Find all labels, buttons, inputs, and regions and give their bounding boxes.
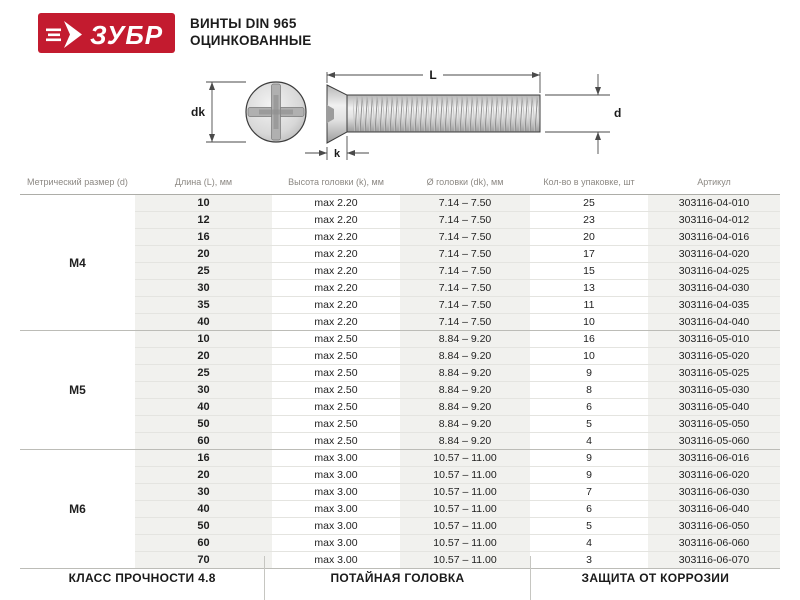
- pack-qty-cell: 3: [530, 552, 648, 569]
- dim-shaft-diameter: [545, 74, 610, 154]
- length-cell: 50: [135, 518, 272, 535]
- length-cell: 20: [135, 467, 272, 484]
- length-cell: 40: [135, 399, 272, 416]
- length-cell: 60: [135, 535, 272, 552]
- article-cell: 303116-06-070: [648, 552, 780, 569]
- head-diameter-cell: 7.14 – 7.50: [400, 314, 530, 331]
- length-cell: 20: [135, 348, 272, 365]
- pack-qty-cell: 10: [530, 314, 648, 331]
- head-height-cell: max 2.20: [272, 212, 400, 229]
- length-cell: 25: [135, 263, 272, 280]
- article-cell: 303116-05-020: [648, 348, 780, 365]
- head-diameter-cell: 8.84 – 9.20: [400, 399, 530, 416]
- dim-label-k: k: [333, 148, 341, 160]
- pack-qty-cell: 23: [530, 212, 648, 229]
- head-diameter-cell: 8.84 – 9.20: [400, 382, 530, 399]
- pack-qty-cell: 15: [530, 263, 648, 280]
- head-diameter-cell: 10.57 – 11.00: [400, 484, 530, 501]
- article-cell: 303116-04-035: [648, 297, 780, 314]
- head-height-cell: max 2.20: [272, 263, 400, 280]
- pack-qty-cell: 13: [530, 280, 648, 297]
- head-height-cell: max 3.00: [272, 535, 400, 552]
- feature-head-type: ПОТАЙНАЯ ГОЛОВКА: [264, 556, 529, 600]
- head-height-cell: max 2.20: [272, 246, 400, 263]
- article-cell: 303116-06-020: [648, 467, 780, 484]
- pack-qty-cell: 9: [530, 450, 648, 467]
- head-height-cell: max 2.50: [272, 433, 400, 450]
- article-cell: 303116-06-016: [648, 450, 780, 467]
- head-height-cell: max 3.00: [272, 467, 400, 484]
- head-top-view: [246, 82, 306, 142]
- pack-qty-cell: 6: [530, 501, 648, 518]
- head-height-cell: max 3.00: [272, 501, 400, 518]
- doc-title-block: [190, 15, 312, 49]
- pack-qty-cell: 17: [530, 246, 648, 263]
- dim-label-L: L: [429, 68, 437, 82]
- article-cell: 303116-05-030: [648, 382, 780, 399]
- screw-diagram: [185, 64, 625, 166]
- pack-qty-cell: 7: [530, 484, 648, 501]
- logo-text: ЗУБР: [90, 20, 164, 50]
- length-cell: 16: [135, 450, 272, 467]
- head-diameter-cell: 7.14 – 7.50: [400, 246, 530, 263]
- feature-corrosion: ЗАЩИТА ОТ КОРРОЗИИ: [530, 556, 780, 600]
- article-cell: 303116-05-060: [648, 433, 780, 450]
- head-height-cell: max 2.50: [272, 331, 400, 348]
- spec-table-container: [20, 170, 780, 569]
- length-cell: 30: [135, 382, 272, 399]
- pack-qty-cell: 10: [530, 348, 648, 365]
- metric-size-cell: M4: [20, 195, 135, 331]
- head-height-cell: max 3.00: [272, 518, 400, 535]
- head-height-cell: max 2.20: [272, 280, 400, 297]
- length-cell: 35: [135, 297, 272, 314]
- head-diameter-cell: 10.57 – 11.00: [400, 467, 530, 484]
- head-height-cell: max 2.50: [272, 365, 400, 382]
- length-cell: 25: [135, 365, 272, 382]
- thread-texture: [353, 96, 539, 131]
- column-header-length: Длина (L), мм: [135, 170, 272, 195]
- head-height-cell: max 2.20: [272, 229, 400, 246]
- pack-qty-cell: 9: [530, 365, 648, 382]
- table-header-row: [20, 170, 780, 195]
- article-cell: 303116-04-012: [648, 212, 780, 229]
- pack-qty-cell: 16: [530, 331, 648, 348]
- dim-label-d: d: [614, 106, 622, 120]
- article-cell: 303116-04-016: [648, 229, 780, 246]
- column-header-article: Артикул: [648, 170, 780, 195]
- head-diameter-cell: 10.57 – 11.00: [400, 518, 530, 535]
- pack-qty-cell: 25: [530, 195, 648, 212]
- head-height-cell: max 2.20: [272, 314, 400, 331]
- pack-qty-cell: 11: [530, 297, 648, 314]
- pack-qty-cell: 4: [530, 535, 648, 552]
- head-height-cell: max 2.50: [272, 382, 400, 399]
- head-diameter-cell: 10.57 – 11.00: [400, 450, 530, 467]
- metric-size-cell: M5: [20, 331, 135, 450]
- length-cell: 10: [135, 331, 272, 348]
- head-height-cell: max 2.50: [272, 399, 400, 416]
- head-height-cell: max 2.50: [272, 348, 400, 365]
- pack-qty-cell: 5: [530, 416, 648, 433]
- length-cell: 40: [135, 314, 272, 331]
- article-cell: 303116-04-020: [648, 246, 780, 263]
- head-height-cell: max 3.00: [272, 450, 400, 467]
- table-row: [20, 331, 780, 348]
- metric-size-cell: M6: [20, 450, 135, 569]
- head-diameter-cell: 8.84 – 9.20: [400, 365, 530, 382]
- zubr-logo: [38, 13, 175, 53]
- article-cell: 303116-04-040: [648, 314, 780, 331]
- article-cell: 303116-05-025: [648, 365, 780, 382]
- article-cell: 303116-04-010: [648, 195, 780, 212]
- spec-table-body: [20, 195, 780, 569]
- doc-title: ВИНТЫ DIN 965: [190, 16, 297, 31]
- head-diameter-cell: 7.14 – 7.50: [400, 263, 530, 280]
- head-diameter-cell: 8.84 – 9.20: [400, 433, 530, 450]
- column-header-metric-size: Метрический размер (d): [20, 170, 135, 195]
- length-cell: 40: [135, 501, 272, 518]
- column-header-head-height: Высота головки (k), мм: [272, 170, 400, 195]
- article-cell: 303116-06-060: [648, 535, 780, 552]
- head-diameter-cell: 7.14 – 7.50: [400, 229, 530, 246]
- head-diameter-cell: 8.84 – 9.20: [400, 416, 530, 433]
- screw-diagram-svg: [185, 64, 625, 166]
- table-row: [20, 450, 780, 467]
- head-height-cell: max 2.50: [272, 416, 400, 433]
- head-diameter-cell: 10.57 – 11.00: [400, 552, 530, 569]
- head-height-cell: max 2.20: [272, 297, 400, 314]
- length-cell: 70: [135, 552, 272, 569]
- doc-subtitle: ОЦИНКОВАННЫЕ: [190, 33, 312, 48]
- length-cell: 20: [135, 246, 272, 263]
- zubr-logo-svg: [38, 13, 175, 53]
- screw-side-view: [327, 85, 540, 143]
- article-cell: 303116-04-030: [648, 280, 780, 297]
- dim-label-dk: dk: [191, 105, 206, 119]
- article-cell: 303116-05-040: [648, 399, 780, 416]
- head-height-cell: max 3.00: [272, 552, 400, 569]
- head-diameter-cell: 8.84 – 9.20: [400, 331, 530, 348]
- article-cell: 303116-06-030: [648, 484, 780, 501]
- length-cell: 30: [135, 484, 272, 501]
- dim-head-diameter: [206, 82, 246, 142]
- article-cell: 303116-05-050: [648, 416, 780, 433]
- head-diameter-cell: 8.84 – 9.20: [400, 348, 530, 365]
- pack-qty-cell: 9: [530, 467, 648, 484]
- pack-qty-cell: 8: [530, 382, 648, 399]
- pack-qty-cell: 4: [530, 433, 648, 450]
- head-diameter-cell: 7.14 – 7.50: [400, 195, 530, 212]
- footer-features: [20, 556, 780, 600]
- head-height-cell: max 2.20: [272, 195, 400, 212]
- length-cell: 16: [135, 229, 272, 246]
- column-header-pack-qty: Кол-во в упаковке, шт: [530, 170, 648, 195]
- article-cell: 303116-06-040: [648, 501, 780, 518]
- pack-qty-cell: 6: [530, 399, 648, 416]
- head-height-cell: max 3.00: [272, 484, 400, 501]
- length-cell: 30: [135, 280, 272, 297]
- length-cell: 10: [135, 195, 272, 212]
- head-diameter-cell: 7.14 – 7.50: [400, 212, 530, 229]
- article-cell: 303116-04-025: [648, 263, 780, 280]
- spec-table: [20, 170, 780, 569]
- length-cell: 60: [135, 433, 272, 450]
- table-row: [20, 195, 780, 212]
- length-cell: 12: [135, 212, 272, 229]
- article-cell: 303116-06-050: [648, 518, 780, 535]
- head-diameter-cell: 7.14 – 7.50: [400, 297, 530, 314]
- column-header-head-diameter: Ø головки (dk), мм: [400, 170, 530, 195]
- head-diameter-cell: 7.14 – 7.50: [400, 280, 530, 297]
- head-diameter-cell: 10.57 – 11.00: [400, 501, 530, 518]
- pack-qty-cell: 5: [530, 518, 648, 535]
- length-cell: 50: [135, 416, 272, 433]
- feature-strength-class: КЛАСС ПРОЧНОСТИ 4.8: [68, 571, 216, 585]
- head-diameter-cell: 10.57 – 11.00: [400, 535, 530, 552]
- pack-qty-cell: 20: [530, 229, 648, 246]
- article-cell: 303116-05-010: [648, 331, 780, 348]
